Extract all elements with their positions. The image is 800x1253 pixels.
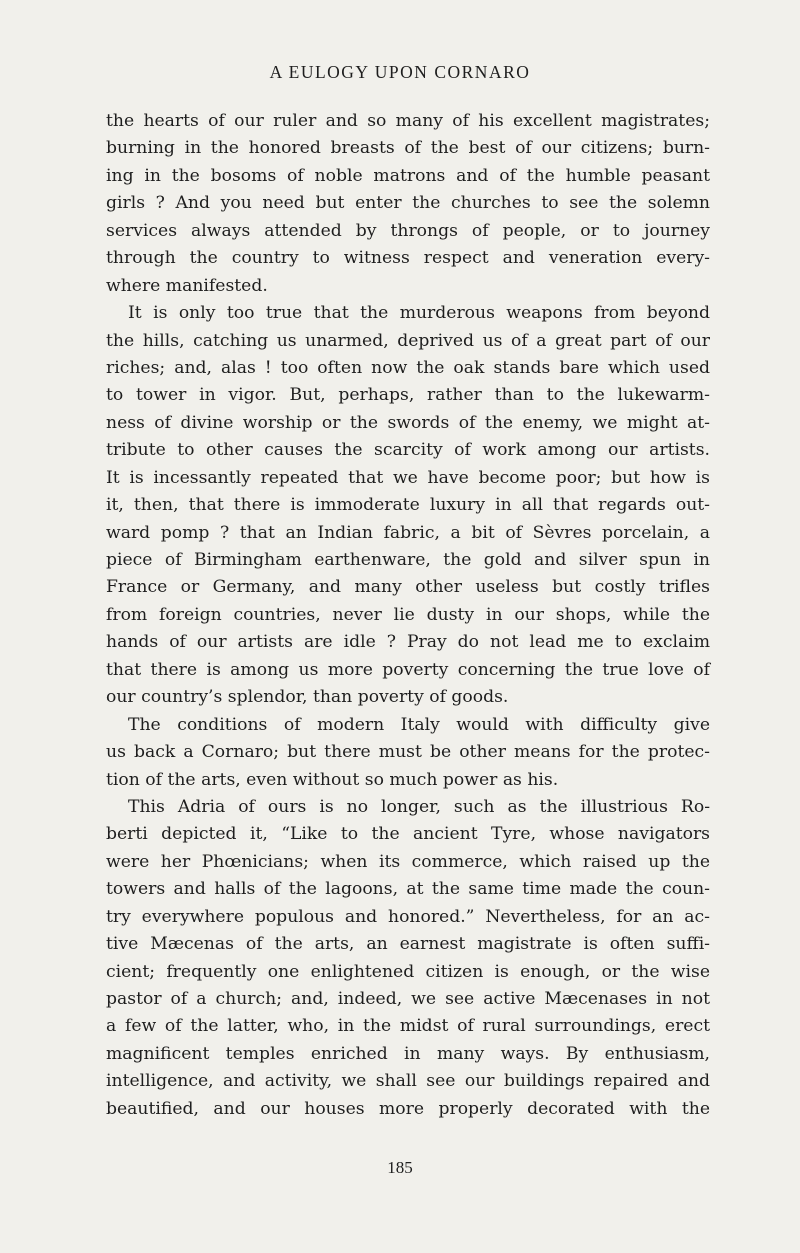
text-line: services always attended by throngs of people, or to journey	[106, 220, 710, 241]
text-line: girls ? And you need but enter the churches to see the solemn	[106, 193, 710, 214]
text-line: our country’s splendor, than poverty of goods.	[106, 687, 509, 708]
text-line: magnificent temples enriched in many ways. By enthusiasm,	[106, 1043, 710, 1064]
text-line: cient; frequently one enlightened citizen is enough, or the wise	[106, 961, 710, 982]
text-line: France or Germany, and many other useless but costly trifles	[106, 577, 710, 598]
text-line: from foreign countries, never lie dusty in our shops, while the	[106, 604, 710, 625]
text-line: to tower in vigor. But, perhaps, rather than to the lukewarm-	[106, 385, 710, 406]
text-line: hands of our artists are idle ? Pray do not lead me to exclaim	[106, 632, 710, 653]
paragraph	[106, 794, 710, 1123]
text-line: where manifested.	[106, 275, 268, 296]
text-line: It is only too true that the murderous weapons from beyond	[128, 303, 710, 324]
text-line: burning in the honored breasts of the best of our citizens; burn-	[106, 138, 710, 159]
text-line: it, then, that there is immoderate luxury in all that regards out-	[106, 495, 710, 516]
running-head: A EULOGY UPON CORNARO	[269, 62, 531, 82]
text-line: tion of the arts, even without so much power as his.	[106, 769, 559, 790]
paragraph	[106, 108, 710, 300]
text-line: berti depicted it, “Like to the ancient Tyre, whose navigators	[106, 824, 710, 845]
text-line: us back a Cornaro; but there must be other means for the protec-	[106, 742, 710, 763]
text-line: try everywhere populous and honored.” Nevertheless, for an ac-	[106, 906, 710, 927]
text-line: ward pomp ? that an Indian fabric, a bit of Sèvres porcelain, a	[106, 522, 710, 543]
text-line: It is incessantly repeated that we have become poor; but how is	[106, 467, 710, 488]
text-line: towers and halls of the lagoons, at the same time made the coun-	[106, 879, 710, 900]
text-line: through the country to witness respect and veneration every-	[106, 248, 710, 269]
text-line: beautified, and our houses more properly decorated with the	[106, 1098, 710, 1119]
text-line: intelligence, and activity, we shall see our buildings repaired and	[106, 1071, 710, 1092]
text-line: ing in the bosoms of noble matrons and of the humble peasant	[106, 165, 710, 186]
text-line: The conditions of modern Italy would with difficulty give	[128, 714, 710, 735]
text-line: a few of the latter, who, in the midst of rural surroundings, erect	[106, 1016, 710, 1037]
text-line: were her Phœnicians; when its commerce, which raised up the	[106, 851, 710, 872]
text-line: the hearts of our ruler and so many of his excellent magistrates;	[106, 111, 710, 131]
text-line: tive Mæcenas of the arts, an earnest magistrate is often suffi-	[106, 934, 710, 955]
text-line: ness of divine worship or the swords of the enemy, we might at-	[106, 412, 710, 433]
paragraph	[106, 300, 710, 712]
text-line: This Adria of ours is no longer, such as the illustrious Ro-	[128, 796, 710, 817]
page-number: 185	[387, 1158, 413, 1177]
text-line: the hills, catching us unarmed, deprived us of a great part of our	[106, 330, 710, 351]
text-line: tribute to other causes the scarcity of work among our artists.	[106, 440, 710, 461]
text-line: riches; and, alas ! too often now the oak stands bare which used	[106, 357, 710, 378]
text-line: piece of Birmingham earthenware, the gold and silver spun in	[106, 550, 710, 570]
paragraph	[106, 712, 710, 794]
text-line: that there is among us more poverty concerning the true love of	[106, 659, 710, 680]
text-line: pastor of a church; and, indeed, we see active Mæcenases in not	[106, 989, 710, 1009]
body-text	[106, 108, 710, 1123]
